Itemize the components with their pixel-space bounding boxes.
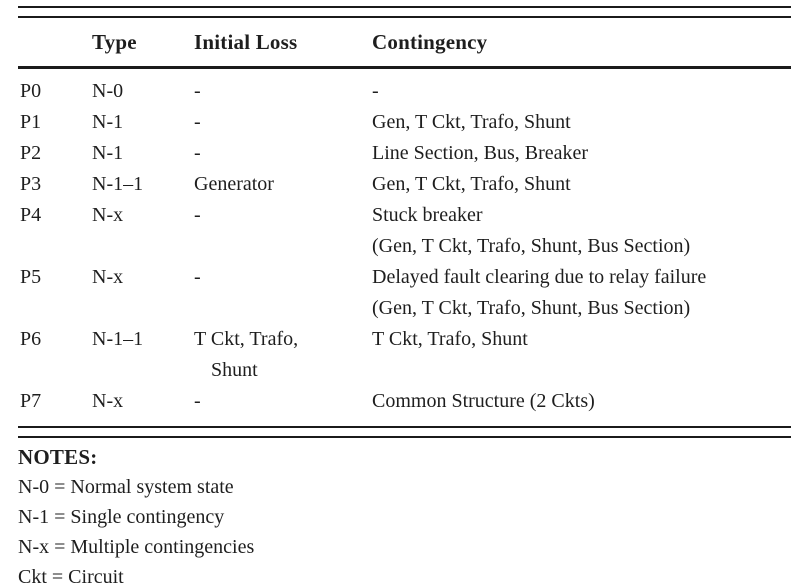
cell-line: Common Structure (2 Ckts)	[372, 390, 595, 412]
cell-line: T Ckt, Trafo, Shunt	[372, 328, 528, 350]
contingency-table	[18, 6, 791, 438]
cell-line: -	[194, 390, 201, 412]
row-type: N-1	[92, 111, 124, 133]
table-row-p4	[18, 200, 791, 262]
row-type: N-1–1	[92, 173, 144, 195]
table-row-p6	[18, 324, 791, 386]
note-item: N-x = Multiple contingencies	[18, 536, 255, 558]
cell-line: (Gen, T Ckt, Trafo, Shunt, Bus Section)	[372, 297, 691, 319]
row-id: P0	[20, 80, 42, 102]
table-row-p5	[18, 262, 791, 324]
row-contingency	[370, 324, 791, 386]
row-id: P2	[20, 142, 42, 164]
cell-line: T Ckt, Trafo,	[194, 328, 299, 350]
row-contingency	[370, 138, 791, 169]
row-id: P6	[20, 328, 42, 350]
notes-section	[18, 442, 800, 585]
notes-title: NOTES:	[18, 445, 98, 469]
note-item: N-1 = Single contingency	[18, 506, 225, 528]
row-contingency	[370, 76, 791, 107]
column-header-contingency: Contingency	[372, 29, 488, 54]
column-header-type: Type	[92, 29, 137, 54]
table-body	[18, 69, 791, 426]
cell-line: -	[372, 80, 379, 102]
row-initial-loss	[192, 324, 370, 386]
row-id: P3	[20, 173, 42, 195]
cell-line: Gen, T Ckt, Trafo, Shunt	[372, 173, 571, 195]
table-row-p2	[18, 138, 791, 169]
table-row-p1	[18, 107, 791, 138]
cell-line: (Gen, T Ckt, Trafo, Shunt, Bus Section)	[372, 235, 691, 257]
row-type: N-x	[92, 204, 124, 226]
table-header-row	[18, 18, 791, 66]
cell-line: Gen, T Ckt, Trafo, Shunt	[372, 111, 571, 133]
row-type: N-1–1	[92, 328, 144, 350]
cell-line: Stuck breaker	[372, 204, 483, 226]
row-id: P1	[20, 111, 42, 133]
row-type: N-x	[92, 266, 124, 288]
column-header-initial-loss: Initial Loss	[194, 29, 298, 54]
cell-line: Shunt	[211, 359, 258, 381]
row-type: N-0	[92, 80, 124, 102]
cell-line: -	[194, 111, 201, 133]
cell-line: -	[194, 80, 201, 102]
row-initial-loss	[192, 386, 370, 417]
row-contingency	[370, 107, 791, 138]
row-contingency	[370, 200, 791, 262]
table-top-double-rule	[18, 6, 791, 18]
row-initial-loss	[192, 76, 370, 107]
row-contingency	[370, 262, 791, 324]
cell-line: Delayed fault clearing due to relay failure	[372, 266, 707, 288]
row-initial-loss	[192, 107, 370, 138]
cell-line: Generator	[194, 173, 274, 195]
row-id: P4	[20, 204, 42, 226]
row-type: N-1	[92, 142, 124, 164]
table-bottom-double-rule	[18, 426, 791, 438]
row-id: P7	[20, 390, 42, 412]
row-contingency	[370, 386, 791, 417]
cell-line: -	[194, 204, 201, 226]
table-row-p7	[18, 386, 791, 417]
table-row-p0	[18, 76, 791, 107]
row-id: P5	[20, 266, 42, 288]
note-item: Ckt = Circuit	[18, 566, 124, 585]
cell-line: -	[194, 142, 201, 164]
row-initial-loss	[192, 169, 370, 200]
cell-line: Line Section, Bus, Breaker	[372, 142, 589, 164]
row-contingency	[370, 169, 791, 200]
table-row-p3	[18, 169, 791, 200]
row-type: N-x	[92, 390, 124, 412]
row-initial-loss	[192, 138, 370, 169]
row-initial-loss	[192, 200, 370, 262]
row-initial-loss	[192, 262, 370, 324]
cell-line: -	[194, 266, 201, 288]
note-item: N-0 = Normal system state	[18, 476, 234, 498]
